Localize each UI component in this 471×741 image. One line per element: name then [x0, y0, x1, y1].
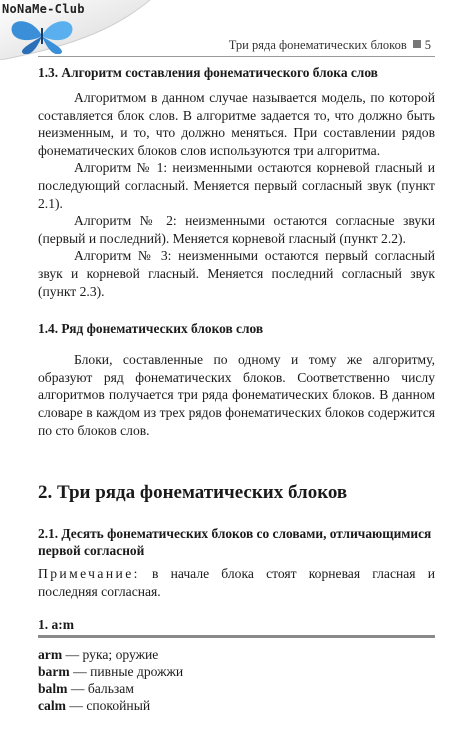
section-1-3-heading: 1.3. Алгоритм составления фонематического блока слов: [38, 65, 378, 80]
entry-row: [38, 680, 435, 697]
entry-row: [38, 697, 435, 714]
entry-translation: — бальзам: [67, 681, 134, 697]
watermark-corner: [0, 0, 150, 60]
block-1-title: 1. a:m: [38, 616, 435, 638]
section-2-1-heading: 2.1. Десять фонематических блоков со словами, отличающимися первой согласной: [38, 526, 432, 559]
section-1-3-paragraph-3: Алгоритм № 2: неизменными остаются согласные звуки (первый и последний). Меняется корневой гласный (пункт 2.2).: [38, 213, 435, 246]
entry-row: [38, 663, 435, 680]
entry-word: calm: [38, 698, 66, 714]
section-1-4-heading: 1.4. Ряд фонематических блоков слов: [38, 321, 264, 337]
entry-word: arm: [38, 647, 63, 663]
note-label: Примечание:: [38, 566, 140, 582]
running-head: [229, 38, 431, 53]
section-1-3-paragraph-4: Алгоритм № 3: неизменными остаются первый согласный звук и корневой гласный. Меняется последний согласный звук (пункт 2.3).: [38, 248, 435, 299]
square-bullet-icon: [413, 40, 421, 48]
entry-word: balm: [38, 681, 68, 697]
entry-translation: — пивные дрожжи: [69, 664, 184, 680]
section-2-1-note: [38, 565, 435, 600]
section-1-3-paragraph-1: Алгоритмом в данном случае называется модель, по которой составляется блок слов. В алгоритме задается то, что должно быть неизменным, и то, что должно меняться. При составлении рядов фонематических блоков слов используются три алгоритма.: [38, 90, 435, 158]
watermark-text: NoNaMe-Club: [2, 2, 85, 16]
section-1-3-paragraph-2: Алгоритм № 1: неизменными остаются корневой гласный и последующий согласный. Меняется первый согласный звук (пункт 2.1).: [38, 160, 435, 211]
entry-word: barm: [38, 664, 70, 680]
entry-translation: — рука; оружие: [62, 647, 159, 663]
page-number: 5: [424, 38, 431, 52]
running-title: Три ряда фонематических блоков: [228, 38, 407, 52]
note-text: в начале блока стоят корневая гласная и последняя согласная.: [38, 566, 435, 599]
page-content: [38, 64, 435, 714]
entry-row: [38, 646, 435, 663]
entry-translation: — спокойный: [65, 698, 151, 714]
section-1-4-paragraph: Блоки, составленные по одному и тому же алгоритму, образуют ряд фонематических блоков. Соответственно числу алгоритмов получается три ряда фонематических блоков. В данном словаре в каждом из трех рядов фонематических блоков содержится по сто блоков слов.: [38, 352, 435, 438]
butterfly-icon: [2, 14, 82, 54]
chapter-2-title: 2. Три ряда фонематических блоков: [38, 482, 348, 504]
header-rule: [38, 56, 435, 57]
